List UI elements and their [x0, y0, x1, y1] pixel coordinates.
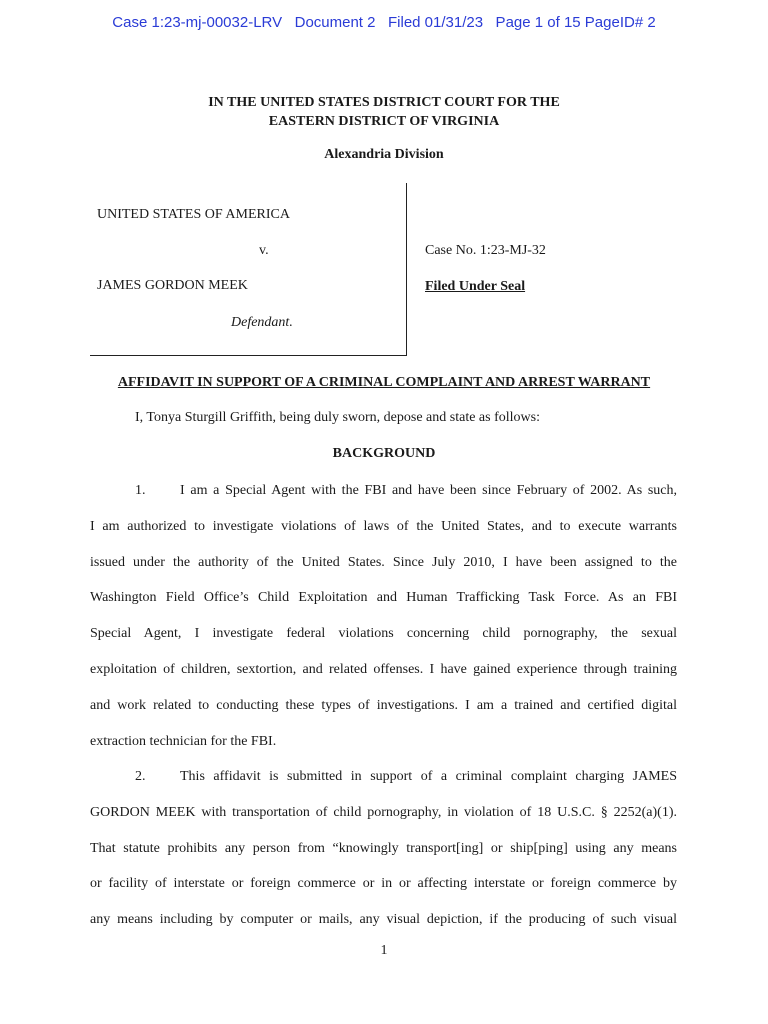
affidavit-title-text: AFFIDAVIT IN SUPPORT OF A CRIMINAL COMPLAINT AND ARREST WARRANT	[117, 375, 651, 390]
paragraph-1-line: extraction technician for the FBI.	[90, 733, 277, 749]
section-heading-background: BACKGROUND	[332, 446, 436, 461]
paragraph-2-number: 2.	[135, 769, 146, 784]
plaintiff-name: UNITED STATES OF AMERICA	[97, 207, 290, 222]
division-name: Alexandria Division	[324, 147, 444, 162]
paragraph-1-line: I am authorized to investigate violations of laws of the United States, and to execute warrants	[90, 518, 677, 534]
versus-label: v.	[259, 243, 269, 258]
case-number: Case No. 1:23-MJ-32	[425, 243, 546, 258]
filed-under-seal: Filed Under Seal	[425, 279, 526, 294]
intro-statement: I, Tonya Sturgill Griffith, being duly sworn, depose and state as follows:	[135, 410, 540, 425]
defendant-label: Defendant.	[231, 315, 293, 330]
paragraph-1-line: 1. I am a Special Agent with the FBI and have been since February of 2002. As such,	[90, 473, 677, 509]
paragraph-2-line: GORDON MEEK with transportation of child pornography, in violation of 18 U.S.C. § 2252(a)(1).	[90, 804, 677, 820]
paragraph-1-line: and work related to conducting these types of investigations. I am a trained and certified digital	[90, 697, 677, 713]
paragraph-2-line: any means including by computer or mails, any visual depiction, if the producing of such visual	[90, 912, 677, 928]
paragraph-2-line: or facility of interstate or foreign commerce or in or affecting interstate or foreign commerce by	[90, 876, 677, 892]
court-line-2: EASTERN DISTRICT OF VIRGINIA	[268, 114, 500, 129]
ecf-header-stamp: Case 1:23-mj-00032-LRV Document 2 Filed 01/31/23 Page 1 of 15 PageID# 2	[112, 14, 656, 31]
caption-horizontal-rule	[90, 355, 407, 356]
paragraph-2	[90, 759, 677, 938]
court-name	[0, 93, 768, 131]
paragraph-2-line: 2. This affidavit is submitted in support of a criminal complaint charging JAMES	[90, 759, 677, 795]
caption-vertical-rule	[406, 183, 407, 356]
paragraph-1-line: issued under the authority of the United States. Since July 2010, I have been assigned to the	[90, 554, 677, 570]
defendant-name: JAMES GORDON MEEK	[97, 278, 248, 293]
paragraph-1	[90, 473, 677, 759]
court-line-1: IN THE UNITED STATES DISTRICT COURT FOR THE	[208, 95, 560, 110]
affidavit-title	[0, 375, 768, 391]
paragraph-1-line: Washington Field Office’s Child Exploitation and Human Trafficking Task Force. As an FBI	[90, 590, 677, 606]
paragraph-2-line: That statute prohibits any person from “knowingly transport[ing] or ship[ping] using any means	[90, 840, 677, 856]
paragraph-1-line: Special Agent, I investigate federal violations concerning child pornography, the sexual	[90, 626, 677, 642]
paragraph-1-number: 1.	[135, 483, 146, 498]
paragraph-1-line: exploitation of children, sextortion, and related offenses. I have gained experience through training	[90, 661, 677, 677]
page-number: 1	[380, 943, 388, 958]
